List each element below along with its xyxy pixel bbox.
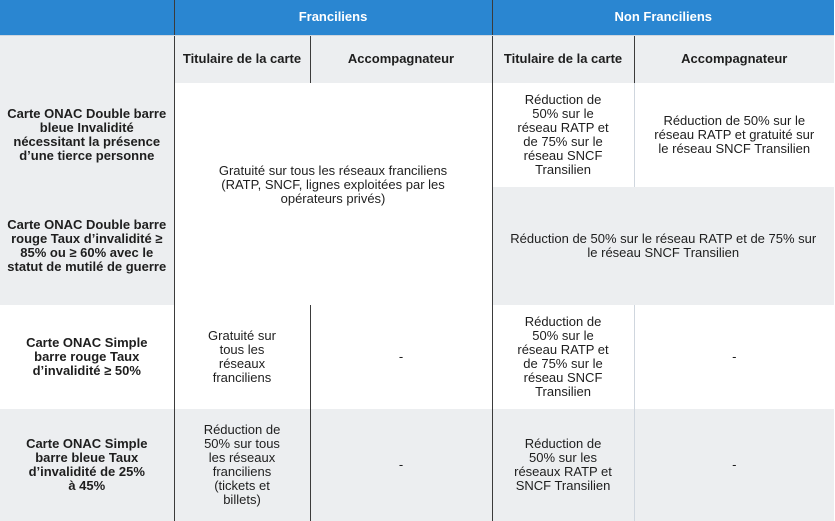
row3-f-titulaire: Gratuité sur tous les réseaux franciliens <box>174 305 310 409</box>
row-label-double-barre-bleue: Carte ONAC Double barre bleue Invalidité nécessitant la présence d’une tierce personne <box>7 106 167 163</box>
row3-f-accompagnateur: - <box>310 305 492 409</box>
row-label-double-barre-rouge: Carte ONAC Double barre rouge Taux d’invalidité ≥ 85% ou ≥ 60% avec le statut de mutilé de guerre <box>7 217 167 274</box>
subheader-non-franciliens-titulaire: Titulaire de la carte <box>492 35 634 83</box>
franciliens-merged-cell: Gratuité sur tous les réseaux franciliens (RATP, SNCF, lignes exploitées par les opérateurs privés) <box>174 83 492 305</box>
row4-nf-accompagnateur: - <box>634 409 834 521</box>
header-empty-cell <box>0 0 174 35</box>
row4-nf-titulaire: Réduction de 50% sur les réseaux RATP et SNCF Transilien <box>492 409 634 521</box>
row3-nf-titulaire: Réduction de 50% sur le réseau RATP et de 75% sur le réseau SNCF Transilien <box>492 305 634 409</box>
subheader-empty-cell <box>0 35 174 83</box>
row2-nf-merged: Réduction de 50% sur le réseau RATP et de 75% sur le réseau SNCF Transilien <box>492 187 834 305</box>
row1-nf-titulaire: Réduction de 50% sur le réseau RATP et de 75% sur le réseau SNCF Transilien <box>492 83 634 187</box>
subheader-non-franciliens-accompagnateur: Accompagnateur <box>634 35 834 83</box>
row4-f-accompagnateur: - <box>310 409 492 521</box>
row4-f-titulaire: Réduction de 50% sur tous les réseaux franciliens (tickets et billets) <box>174 409 310 521</box>
header-franciliens: Franciliens <box>174 0 492 35</box>
subheader-franciliens-accompagnateur: Accompagnateur <box>310 35 492 83</box>
row-label-simple-barre-rouge: Carte ONAC Simple barre rouge Taux d’invalidité ≥ 50% <box>26 335 148 378</box>
row1-nf-accompagnateur: Réduction de 50% sur le réseau RATP et gratuité sur le réseau SNCF Transilien <box>634 83 834 187</box>
subheader-franciliens-titulaire: Titulaire de la carte <box>174 35 310 83</box>
row-label-simple-barre-bleue: Carte ONAC Simple barre bleue Taux d’invalidité de 25% à 45% <box>26 436 148 493</box>
row3-nf-accompagnateur: - <box>634 305 834 409</box>
header-non-franciliens: Non Franciliens <box>492 0 834 35</box>
